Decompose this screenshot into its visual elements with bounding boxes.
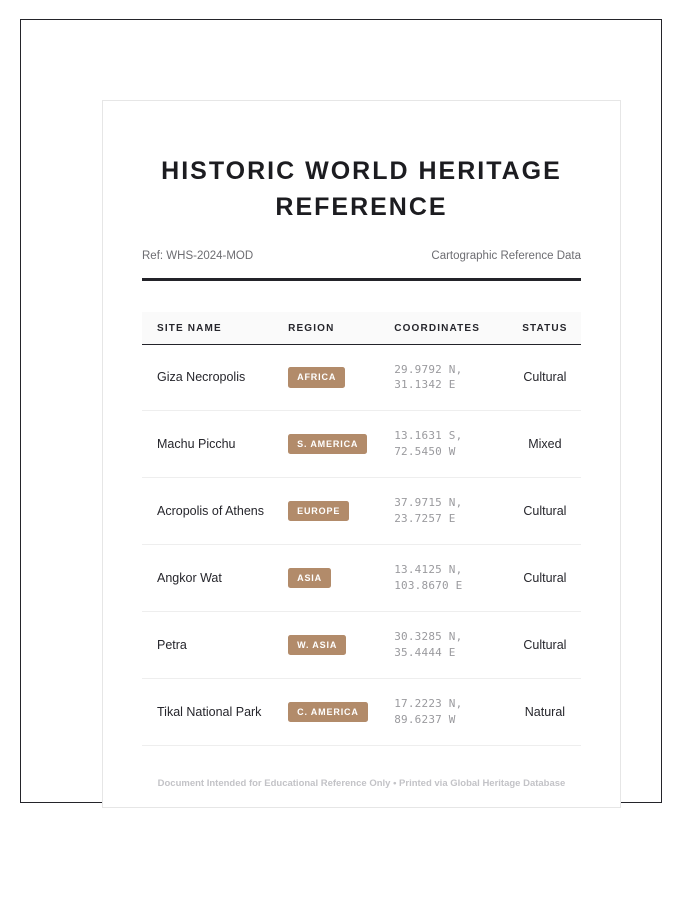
cell-region <box>288 678 394 745</box>
cell-coordinates <box>394 612 509 679</box>
cell-status: Cultural <box>509 344 581 411</box>
table-row <box>142 344 581 411</box>
cell-status: Cultural <box>509 612 581 679</box>
cell-site-name: Machu Picchu <box>142 411 288 478</box>
document-subtitle: Cartographic Reference Data <box>431 249 581 262</box>
coordinate-longitude: 72.5450 W <box>394 445 456 459</box>
cell-site-name: Giza Necropolis <box>142 344 288 411</box>
cell-site-name: Angkor Wat <box>142 545 288 612</box>
coordinate-latitude: 30.3285 N, <box>394 630 463 643</box>
coordinate-latitude: 13.4125 N, <box>394 563 463 577</box>
table-header <box>142 312 581 345</box>
table-body <box>142 344 581 745</box>
printed-page-frame <box>20 19 662 803</box>
heritage-sites-table <box>142 312 581 746</box>
coordinate-latitude: 29.9792 N, <box>394 362 463 376</box>
column-header-site-name: SITE NAME <box>142 312 288 345</box>
coordinate-longitude: 89.6237 W <box>394 712 456 726</box>
column-header-status: STATUS <box>509 312 581 345</box>
cell-site-name: Tikal National Park <box>142 678 288 745</box>
coordinate-longitude: 23.7257 E <box>394 512 456 526</box>
region-badge: EUROPE <box>288 501 349 521</box>
coordinate-longitude: 31.1342 E <box>394 378 456 392</box>
region-badge: C. AMERICA <box>288 702 368 722</box>
cell-region <box>288 478 394 545</box>
cell-status: Mixed <box>509 411 581 478</box>
cell-site-name: Acropolis of Athens <box>142 478 288 545</box>
document-card <box>102 100 621 808</box>
header-divider <box>142 278 581 281</box>
coordinate-latitude: 37.9715 N, <box>394 496 463 510</box>
region-badge: W. ASIA <box>288 635 346 655</box>
cell-coordinates <box>394 545 509 612</box>
cell-coordinates <box>394 478 509 545</box>
coordinate-longitude: 35.4444 E <box>394 645 456 659</box>
document-meta-row <box>142 250 581 262</box>
cell-coordinates <box>394 678 509 745</box>
coordinate-latitude: 17.2223 N, <box>394 696 463 710</box>
cell-status: Cultural <box>509 545 581 612</box>
column-header-region: REGION <box>288 312 394 345</box>
cell-status: Cultural <box>509 478 581 545</box>
table-row <box>142 545 581 612</box>
cell-status: Natural <box>509 678 581 745</box>
cell-region <box>288 411 394 478</box>
reference-code: Ref: WHS-2024-MOD <box>142 249 254 262</box>
table-header-row <box>142 312 581 345</box>
region-badge: AFRICA <box>288 367 345 387</box>
coordinate-longitude: 103.8670 E <box>394 579 463 593</box>
cell-region <box>288 545 394 612</box>
table-row <box>142 678 581 745</box>
cell-coordinates <box>394 411 509 478</box>
region-badge: ASIA <box>288 568 331 588</box>
page-title: HISTORIC WORLD HERITAGE REFERENCE <box>161 157 562 222</box>
column-header-coordinates: COORDINATES <box>394 312 509 345</box>
table-row <box>142 612 581 679</box>
coordinate-latitude: 13.1631 S, <box>394 429 463 443</box>
table-row <box>142 478 581 545</box>
cell-site-name: Petra <box>142 612 288 679</box>
cell-region <box>288 612 394 679</box>
region-badge: S. AMERICA <box>288 434 367 454</box>
table-row <box>142 411 581 478</box>
document-footer: Document Intended for Educational Reference Only • Printed via Global Heritage Database <box>157 777 566 789</box>
cell-coordinates <box>394 344 509 411</box>
cell-region <box>288 344 394 411</box>
